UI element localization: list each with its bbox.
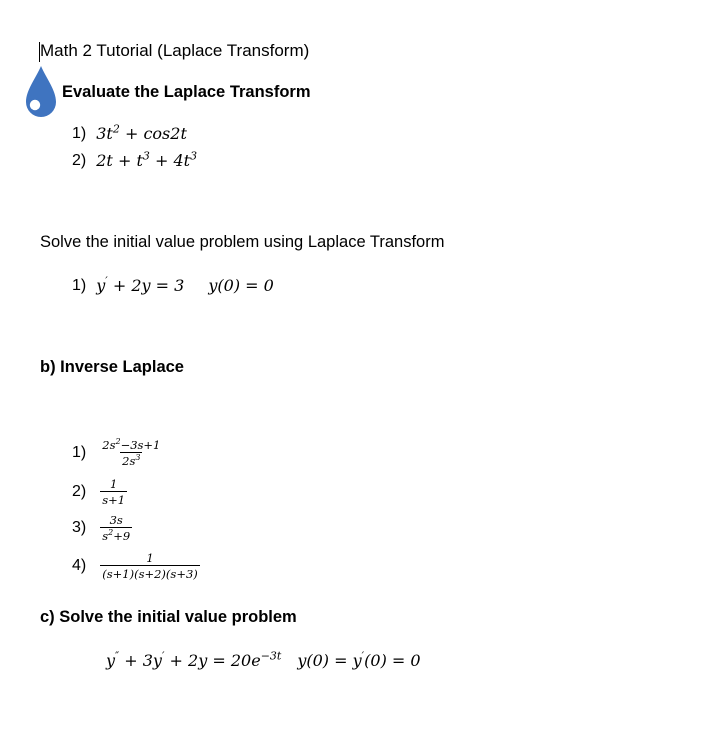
fraction-denominator: s+1 [102, 493, 126, 507]
document-title: Math 2 Tutorial (Laplace Transform) [40, 41, 310, 60]
fraction-denominator: $s^2+9$ [102, 528, 131, 543]
ivp-equation: y′ + 2y = 3 [96, 274, 185, 295]
inverse-item [72, 438, 162, 468]
item-number: 1) [72, 124, 87, 142]
inverse-fraction [100, 551, 200, 581]
fraction-denominator: $2s^3$ [122, 453, 141, 468]
laplace-item [72, 151, 197, 170]
fraction-numerator: 1 [146, 551, 154, 565]
inverse-item [72, 513, 132, 543]
item-number: 2) [72, 483, 87, 500]
inverse-item [72, 477, 127, 507]
section-b-heading: b) Inverse Laplace [40, 358, 184, 376]
section-a-heading: Evaluate the Laplace Transform [62, 83, 311, 101]
drop-icon[interactable] [24, 64, 58, 122]
item-number: 1) [72, 444, 87, 461]
section-c-heading: c) Solve the initial value problem [40, 608, 297, 626]
ivp-item [72, 276, 274, 295]
final-conditions: y(0) = y′(0) = 0 [297, 649, 421, 670]
inverse-fraction [100, 438, 162, 468]
inverse-fraction [100, 477, 127, 507]
item-number: 3) [72, 519, 87, 536]
ivp-intro: Solve the initial value problem using Laplace Transform [40, 233, 445, 251]
laplace-item [72, 124, 187, 143]
laplace-expression: $2t + t^3 + 4t^3$ [96, 149, 198, 170]
fraction-denominator: (s+1)(s+2)(s+3) [102, 567, 198, 581]
item-number: 2) [72, 151, 87, 169]
fraction-numerator: 1 [110, 477, 118, 491]
inverse-fraction [100, 513, 132, 543]
inverse-item [72, 551, 200, 581]
item-number: 4) [72, 557, 87, 574]
fraction-numerator: $2s^2-3s+1$ [102, 437, 161, 452]
final-equation: $y'' + 3y' + 2y = 20e^{-3t}$ [106, 649, 282, 670]
laplace-expression: $3t^2 + \cos 2t$ [96, 122, 187, 143]
ivp-condition: y(0) = 0 [208, 276, 274, 295]
fraction-numerator: 3s [109, 513, 123, 527]
final-ivp [106, 651, 421, 670]
item-number: 1) [72, 276, 87, 294]
